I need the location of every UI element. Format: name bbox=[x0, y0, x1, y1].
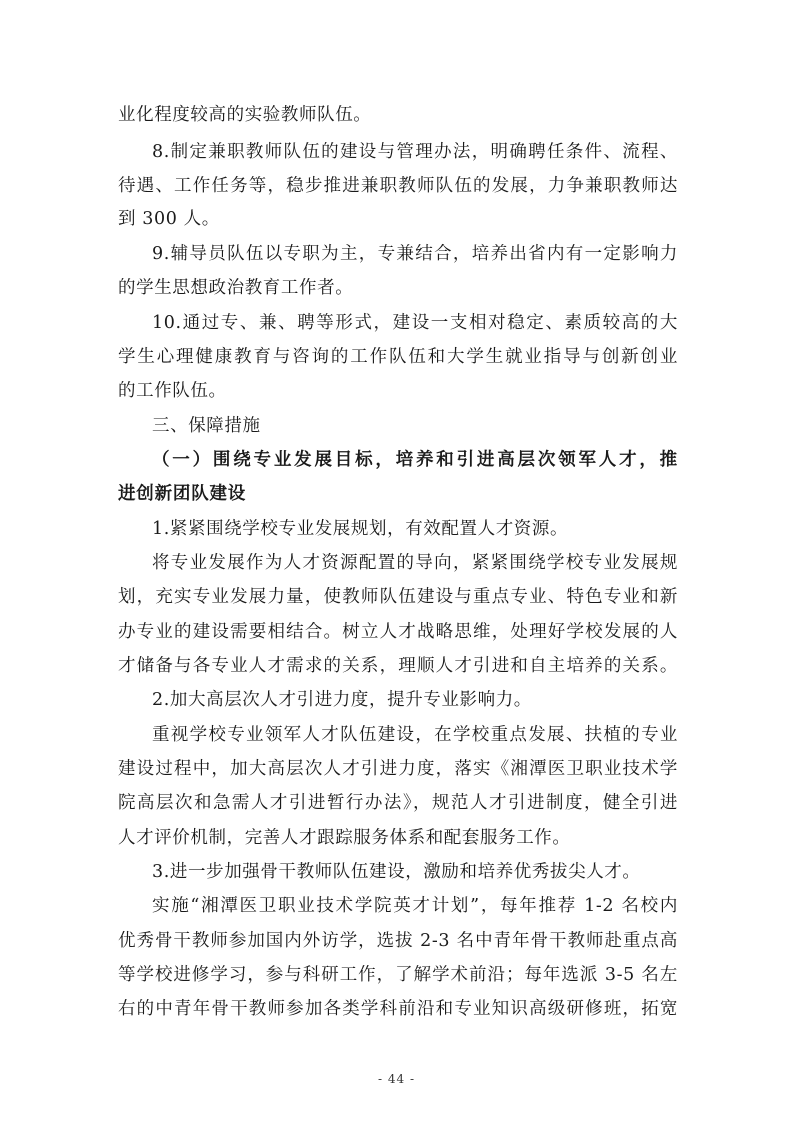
text-line: 3.进一步加强骨干教师队伍建设，激励和培养优秀拔尖人才。 bbox=[152, 862, 641, 882]
text-line: 建设过程中，加大高层次人才引进力度，落实《湘潭医卫职业技术学 bbox=[118, 759, 678, 779]
text-line: 9.辅导员队伍以专职为主，专兼结合，培养出省内有一定影响力 bbox=[152, 244, 678, 264]
text-line: 1.紧紧围绕学校专业发展规划，有效配置人才资源。 bbox=[152, 519, 569, 539]
text-line: 优秀骨干教师参加国内外访学，选拔 2-3 名中青年骨干教师赴重点高 bbox=[118, 931, 678, 951]
section-heading: 三、保障措施 bbox=[152, 416, 261, 436]
text-line: 才储备与各专业人才需求的关系，理顺人才引进和自主培养的关系。 bbox=[118, 656, 678, 676]
text-line: 2.加大高层次人才引进力度，提升专业影响力。 bbox=[152, 690, 532, 710]
text-line: 人才评价机制，完善人才跟踪服务体系和配套服务工作。 bbox=[118, 828, 571, 848]
text-line: 实施“湘潭医卫职业技术学院英才计划”，每年推荐 1-2 名校内 bbox=[152, 896, 678, 916]
text-line: 到 300 人。 bbox=[118, 209, 220, 229]
text-line: 院高层次和急需人才引进暂行办法》，规范人才引进制度，健全引进 bbox=[118, 793, 678, 813]
text-line: 办专业的建设需要相结合。树立人才战略思维，处理好学校发展的人 bbox=[118, 622, 678, 642]
text-line: 将专业发展作为人才资源配置的导向，紧紧围绕学校专业发展规 bbox=[152, 553, 678, 573]
text-line: 等学校进修学习，参与科研工作，了解学术前沿；每年选派 3-5 名左 bbox=[118, 965, 678, 985]
page-number: - 44 - bbox=[377, 1072, 415, 1086]
text-line: 8.制定兼职教师队伍的建设与管理办法，明确聘任条件、流程、 bbox=[152, 142, 678, 162]
text-line: 的学生思想政治教育工作者。 bbox=[118, 278, 354, 298]
subsection-heading: 进创新团队建设 bbox=[118, 484, 247, 504]
text-line: 右的中青年骨干教师参加各类学科前沿和专业知识高级研修班，拓宽 bbox=[118, 999, 678, 1019]
text-line: 的工作队伍。 bbox=[118, 381, 227, 401]
text-line: 10.通过专、兼、聘等形式，建设一支相对稳定、素质较高的大 bbox=[152, 313, 678, 333]
text-line: 学生心理健康教育与咨询的工作队伍和大学生就业指导与创新创业 bbox=[118, 347, 678, 367]
text-line: 待遇、工作任务等，稳步推进兼职教师队伍的发展，力争兼职教师达 bbox=[118, 176, 678, 196]
text-line: 重视学校专业领军人才队伍建设，在学校重点发展、扶植的专业 bbox=[152, 725, 678, 745]
subsection-heading: （一）围绕专业发展目标，培养和引进高层次领军人才，推 bbox=[152, 450, 678, 470]
text-line: 业化程度较高的实验教师队伍。 bbox=[118, 105, 372, 125]
text-line: 划，充实专业发展力量，使教师队伍建设与重点专业、特色专业和新 bbox=[118, 587, 678, 607]
